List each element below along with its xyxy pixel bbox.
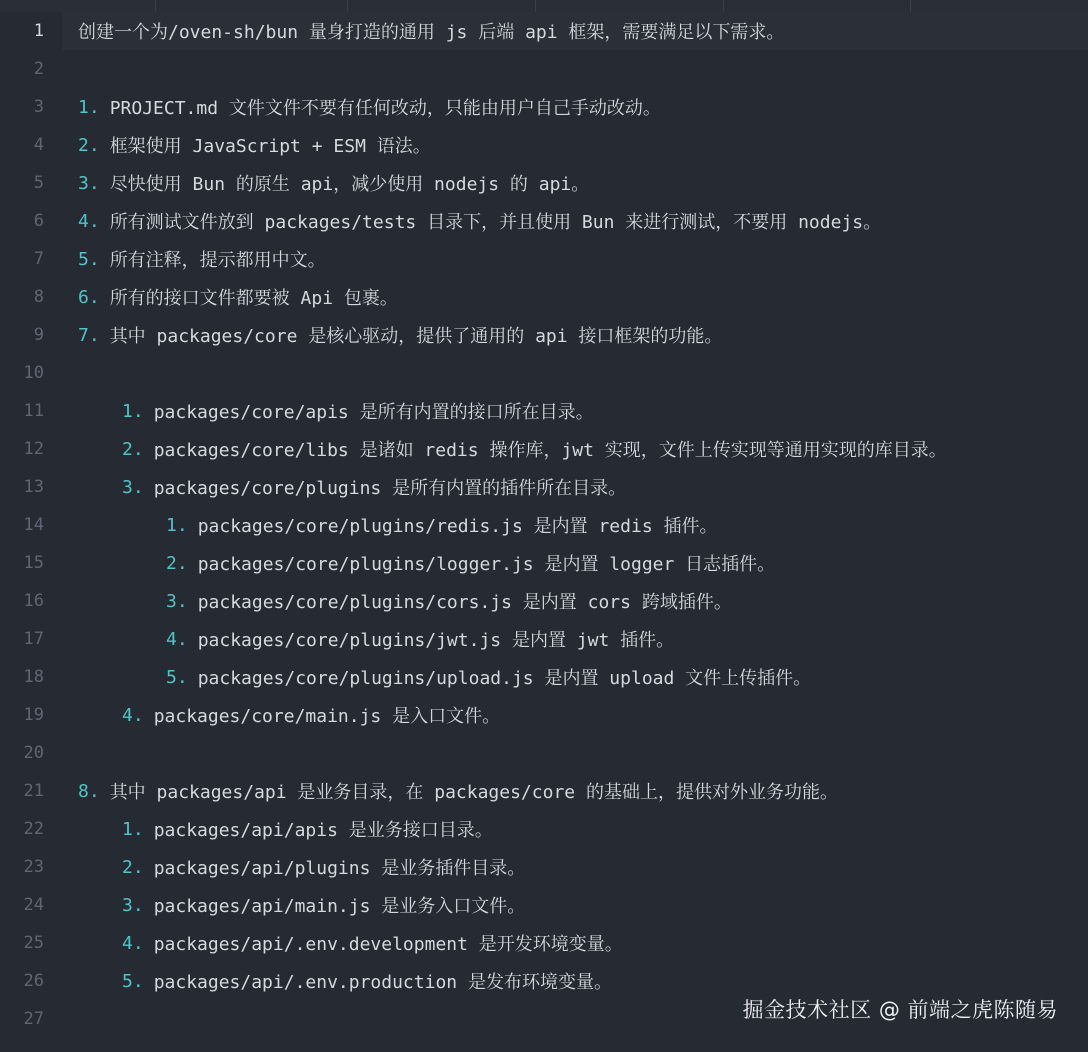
line-number: 10 bbox=[23, 363, 44, 383]
code-line[interactable] bbox=[0, 126, 1088, 164]
tab-divider bbox=[347, 0, 348, 12]
code-line[interactable] bbox=[0, 316, 1088, 354]
list-marker: 2. bbox=[166, 552, 188, 574]
line-number: 12 bbox=[23, 439, 44, 459]
code-line[interactable] bbox=[0, 924, 1088, 962]
line-number: 21 bbox=[23, 781, 44, 801]
list-marker: 2. bbox=[122, 856, 144, 878]
line-content bbox=[166, 588, 732, 614]
code-line[interactable] bbox=[0, 392, 1088, 430]
line-text: 框架使用 JavaScript + ESM 语法。 bbox=[109, 136, 431, 157]
line-number: 9 bbox=[33, 325, 44, 345]
list-marker: 1. bbox=[78, 96, 100, 118]
code-line[interactable] bbox=[0, 620, 1088, 658]
line-text: 所有的接口文件都要被 Api 包裹。 bbox=[109, 288, 398, 309]
line-content bbox=[122, 968, 612, 994]
code-line[interactable] bbox=[0, 886, 1088, 924]
line-content bbox=[122, 854, 525, 880]
line-content bbox=[122, 930, 623, 956]
tab-divider bbox=[155, 0, 156, 12]
list-marker: 1. bbox=[122, 400, 144, 422]
tab-divider bbox=[910, 0, 911, 12]
line-text: packages/core/plugins/jwt.js 是内置 jwt 插件。 bbox=[197, 630, 675, 651]
line-text: packages/core/plugins/cors.js 是内置 cors 跨域插件。 bbox=[197, 592, 732, 613]
line-text: packages/api/plugins 是业务插件目录。 bbox=[153, 858, 526, 879]
line-number: 2 bbox=[33, 59, 44, 79]
line-number: 1 bbox=[33, 21, 44, 41]
code-line[interactable] bbox=[0, 582, 1088, 620]
line-text: packages/core/plugins 是所有内置的插件所在目录。 bbox=[153, 478, 627, 499]
line-number: 8 bbox=[33, 287, 44, 307]
line-number: 13 bbox=[23, 477, 44, 497]
tab-divider bbox=[723, 0, 724, 12]
code-line[interactable] bbox=[0, 696, 1088, 734]
line-number: 11 bbox=[23, 401, 44, 421]
line-content bbox=[122, 474, 626, 500]
line-text: 所有注释，提示都用中文。 bbox=[109, 250, 326, 271]
code-line[interactable] bbox=[0, 810, 1088, 848]
code-line[interactable] bbox=[0, 506, 1088, 544]
list-marker: 6. bbox=[78, 286, 100, 308]
code-line[interactable] bbox=[0, 658, 1088, 696]
line-number: 16 bbox=[23, 591, 44, 611]
line-content bbox=[78, 94, 661, 120]
line-content bbox=[122, 702, 500, 728]
line-text: 所有测试文件放到 packages/tests 目录下，并且使用 Bun 来进行测试，不要用 nodejs。 bbox=[109, 212, 882, 233]
line-number: 20 bbox=[23, 743, 44, 763]
line-content bbox=[166, 512, 718, 538]
line-text: packages/api/.env.development 是开发环境变量。 bbox=[153, 934, 623, 955]
line-text: 其中 packages/core 是核心驱动，提供了通用的 api 接口框架的功能。 bbox=[109, 326, 723, 347]
list-marker: 5. bbox=[78, 248, 100, 270]
line-text: PROJECT.md 文件文件不要有任何改动，只能由用户自己手动改动。 bbox=[109, 98, 661, 119]
list-marker: 3. bbox=[122, 476, 144, 498]
list-marker: 4. bbox=[122, 704, 144, 726]
list-marker: 5. bbox=[166, 666, 188, 688]
line-text: packages/api/main.js 是业务入口文件。 bbox=[153, 896, 526, 917]
list-marker: 5. bbox=[122, 970, 144, 992]
code-line[interactable] bbox=[0, 848, 1088, 886]
list-marker: 2. bbox=[122, 438, 144, 460]
code-line[interactable] bbox=[0, 278, 1088, 316]
code-line[interactable] bbox=[0, 734, 1088, 772]
line-text: 尽快使用 Bun 的原生 api，减少使用 nodejs 的 api。 bbox=[109, 174, 590, 195]
code-line[interactable] bbox=[0, 544, 1088, 582]
line-number: 14 bbox=[23, 515, 44, 535]
line-content bbox=[166, 664, 811, 690]
editor-top-edge bbox=[0, 0, 1088, 12]
line-number: 4 bbox=[33, 135, 44, 155]
line-text: packages/core/libs 是诸如 redis 操作库，jwt 实现，文件上传实现等通用实现的库目录。 bbox=[153, 440, 947, 461]
code-line[interactable] bbox=[0, 50, 1088, 88]
list-marker: 4. bbox=[166, 628, 188, 650]
line-content bbox=[78, 246, 326, 272]
code-line[interactable] bbox=[0, 88, 1088, 126]
line-number: 19 bbox=[23, 705, 44, 725]
code-line[interactable] bbox=[0, 430, 1088, 468]
line-number: 18 bbox=[23, 667, 44, 687]
line-number: 3 bbox=[33, 97, 44, 117]
list-marker: 3. bbox=[78, 172, 100, 194]
list-marker: 2. bbox=[78, 134, 100, 156]
watermark: 掘金技术社区 @ 前端之虎陈随易 bbox=[742, 998, 1058, 1022]
line-content bbox=[78, 170, 589, 196]
tab-divider bbox=[535, 0, 536, 12]
line-content bbox=[78, 322, 722, 348]
line-number: 26 bbox=[23, 971, 44, 991]
line-number: 6 bbox=[33, 211, 44, 231]
line-text: packages/api/apis 是业务接口目录。 bbox=[153, 820, 493, 841]
line-text: packages/core/plugins/redis.js 是内置 redis 插件。 bbox=[197, 516, 718, 537]
line-content bbox=[122, 892, 525, 918]
list-marker: 1. bbox=[122, 818, 144, 840]
line-number: 5 bbox=[33, 173, 44, 193]
code-line[interactable] bbox=[0, 12, 1088, 50]
line-number: 17 bbox=[23, 629, 44, 649]
line-number: 15 bbox=[23, 553, 44, 573]
list-marker: 8. bbox=[78, 780, 100, 802]
line-content bbox=[122, 398, 594, 424]
line-number: 27 bbox=[23, 1009, 44, 1029]
code-line[interactable] bbox=[0, 772, 1088, 810]
line-content bbox=[78, 778, 838, 804]
line-number: 23 bbox=[23, 857, 44, 877]
line-content bbox=[122, 816, 493, 842]
list-marker: 3. bbox=[166, 590, 188, 612]
code-line[interactable] bbox=[0, 468, 1088, 506]
code-line[interactable] bbox=[0, 202, 1088, 240]
line-text: packages/api/.env.production 是发布环境变量。 bbox=[153, 972, 612, 993]
line-number: 22 bbox=[23, 819, 44, 839]
line-text: 其中 packages/api 是业务目录，在 packages/core 的基础上，提供对外业务功能。 bbox=[109, 782, 838, 803]
line-number: 7 bbox=[33, 249, 44, 269]
code-line[interactable] bbox=[0, 240, 1088, 278]
line-text: packages/core/apis 是所有内置的接口所在目录。 bbox=[153, 402, 594, 423]
list-marker: 3. bbox=[122, 894, 144, 916]
list-marker: 4. bbox=[78, 210, 100, 232]
line-number: 25 bbox=[23, 933, 44, 953]
line-content bbox=[166, 550, 775, 576]
line-content bbox=[78, 208, 881, 234]
line-text: packages/core/plugins/upload.js 是内置 upload 文件上传插件。 bbox=[197, 668, 812, 689]
line-content bbox=[122, 436, 947, 462]
list-marker: 7. bbox=[78, 324, 100, 346]
line-text: 创建一个为/oven-sh/bun 量身打造的通用 js 后端 api 框架，需要满足以下需求。 bbox=[78, 22, 785, 43]
line-content bbox=[166, 626, 674, 652]
line-text: packages/core/plugins/logger.js 是内置 logger 日志插件。 bbox=[197, 554, 776, 575]
code-line[interactable] bbox=[0, 354, 1088, 392]
line-text: packages/core/main.js 是入口文件。 bbox=[153, 706, 501, 727]
list-marker: 4. bbox=[122, 932, 144, 954]
list-marker: 1. bbox=[166, 514, 188, 536]
code-line[interactable] bbox=[0, 164, 1088, 202]
line-content bbox=[78, 132, 431, 158]
line-content bbox=[78, 284, 398, 310]
line-number: 24 bbox=[23, 895, 44, 915]
line-content bbox=[78, 18, 784, 44]
